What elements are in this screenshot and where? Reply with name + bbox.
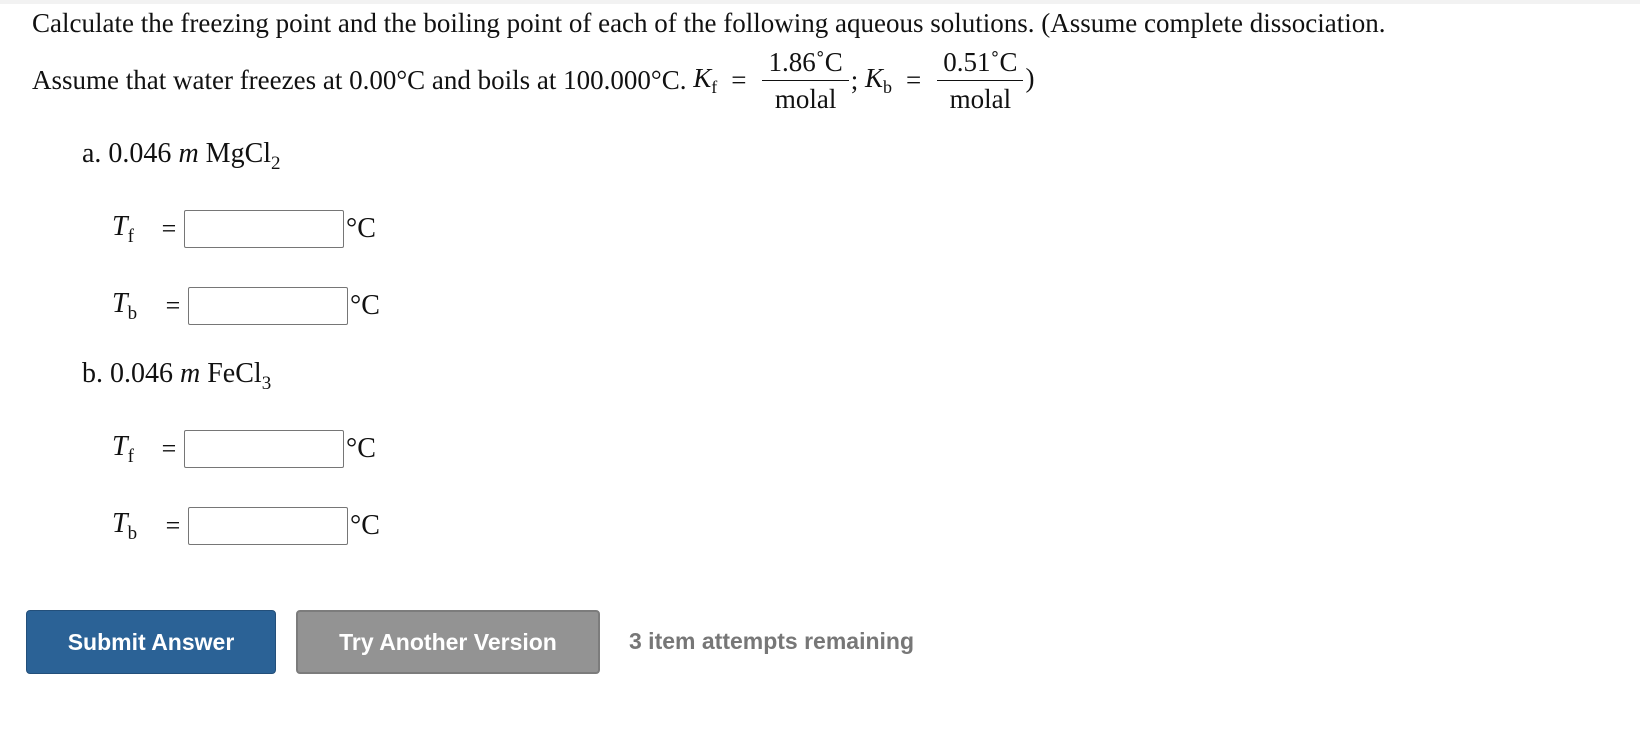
close-paren: )	[1025, 62, 1035, 93]
question-line-1: Calculate the freezing point and the boiling point of each of the following aqueous solutions. (Assume complete dissociation.	[32, 8, 1386, 38]
kf-denominator: molal	[774, 83, 837, 114]
part-a-tf-input[interactable]	[184, 210, 344, 248]
part-b-tf-row: $T_f$ = °C	[112, 430, 376, 467]
part-b-tb-input[interactable]	[188, 507, 348, 545]
tf-symbol: $T_f$	[112, 210, 134, 247]
kb-numerator: 0.51˚C	[943, 46, 1018, 77]
submit-answer-button[interactable]: Submit Answer	[26, 610, 276, 674]
top-bar	[0, 0, 1640, 4]
part-a-tf-row: $T_f$ = °C	[112, 210, 376, 247]
part-b-formula: FeCl$_3$	[207, 358, 272, 394]
part-a-label: a. 0.046 m MgCl$_2$	[82, 138, 281, 174]
kf-equals: =	[731, 64, 747, 95]
kf-numerator: 1.86˚C	[768, 46, 843, 77]
question-line-2	[32, 40, 1034, 120]
tb-symbol: $T_b$	[112, 507, 138, 544]
try-another-version-button[interactable]: Try Another Version	[296, 610, 600, 674]
part-a-formula: MgCl$_2$	[205, 138, 281, 174]
unit-label: °C	[350, 510, 380, 541]
tf-symbol: $T_f$	[112, 430, 134, 467]
separator: ;	[850, 64, 859, 95]
tb-symbol: $T_b$	[112, 287, 138, 324]
unit-label: °C	[350, 290, 380, 321]
part-a-tb-row: $T_b$ = °C	[112, 287, 380, 324]
kb-symbol: $K_b$	[864, 62, 892, 97]
part-b-label: b. 0.046 m FeCl$_3$	[82, 358, 272, 394]
question-line-2-text: Assume that water freezes at 0.00°C and boils at 100.000°C.	[32, 64, 687, 95]
unit-label: °C	[346, 433, 376, 464]
kb-fraction	[937, 44, 1023, 117]
part-b-tb-row: $T_b$ = °C	[112, 507, 380, 544]
kb-equals: =	[905, 64, 922, 95]
unit-label: °C	[346, 213, 376, 244]
kb-denominator: molal	[949, 83, 1012, 114]
attempts-remaining-text: 3 item attempts remaining	[629, 628, 915, 654]
part-a-tb-input[interactable]	[188, 287, 348, 325]
kf-fraction	[762, 44, 848, 117]
part-b-tf-input[interactable]	[184, 430, 344, 468]
kf-symbol: $K_f$	[693, 62, 718, 97]
